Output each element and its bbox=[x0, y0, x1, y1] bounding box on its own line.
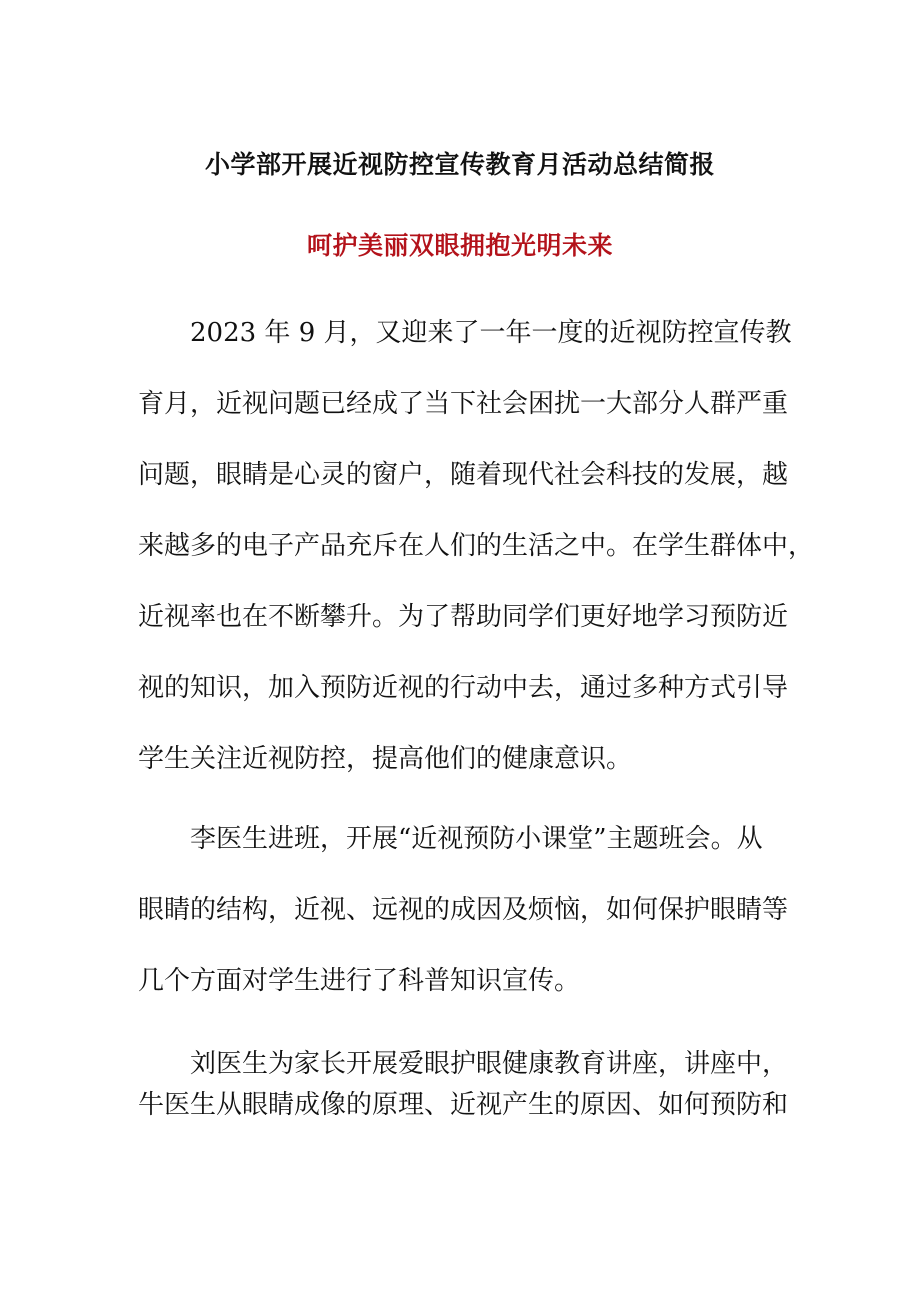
paragraph-line: 近视率也在不断攀升。为了帮助同学们更好地学习预防近 bbox=[138, 602, 789, 632]
paragraph-line: 刘医生为家长开展爱眼护眼健康教育讲座，讲座中， bbox=[190, 1049, 789, 1079]
paragraph-line: 来越多的电子产品充斥在人们的生活之中。在学生群体中， bbox=[138, 531, 815, 561]
document-title: 小学部开展近视防控宣传教育月活动总结简报 bbox=[204, 150, 715, 179]
paragraph-line: 几个方面对学生进行了科普知识宣传。 bbox=[138, 966, 581, 996]
paragraph-line: 牛医生从眼睛成像的原理、近视产生的原因、如何预防和 bbox=[138, 1090, 789, 1120]
paragraph-line: 眼睛的结构，近视、远视的成因及烦恼，如何保护眼睛等 bbox=[138, 895, 789, 925]
paragraph-line: 2023 年 9 月，又迎来了一年一度的近视防控宣传教 bbox=[190, 318, 792, 348]
paragraph-line: 李医生进班，开展“近视预防小课堂”主题班会。从 bbox=[190, 824, 763, 854]
paragraph-line: 育月，近视问题已经成了当下社会困扰一大部分人群严重 bbox=[138, 389, 789, 419]
paragraph-line: 视的知识，加入预防近视的行动中去，通过多种方式引导 bbox=[138, 673, 789, 703]
paragraph-line: 问题，眼睛是心灵的窗户，随着现代社会科技的发展，越 bbox=[138, 460, 789, 490]
document-subtitle: 呵护美丽双眼拥抱光明未来 bbox=[306, 231, 613, 260]
paragraph-line: 学生关注近视防控，提高他们的健康意识。 bbox=[138, 744, 633, 774]
